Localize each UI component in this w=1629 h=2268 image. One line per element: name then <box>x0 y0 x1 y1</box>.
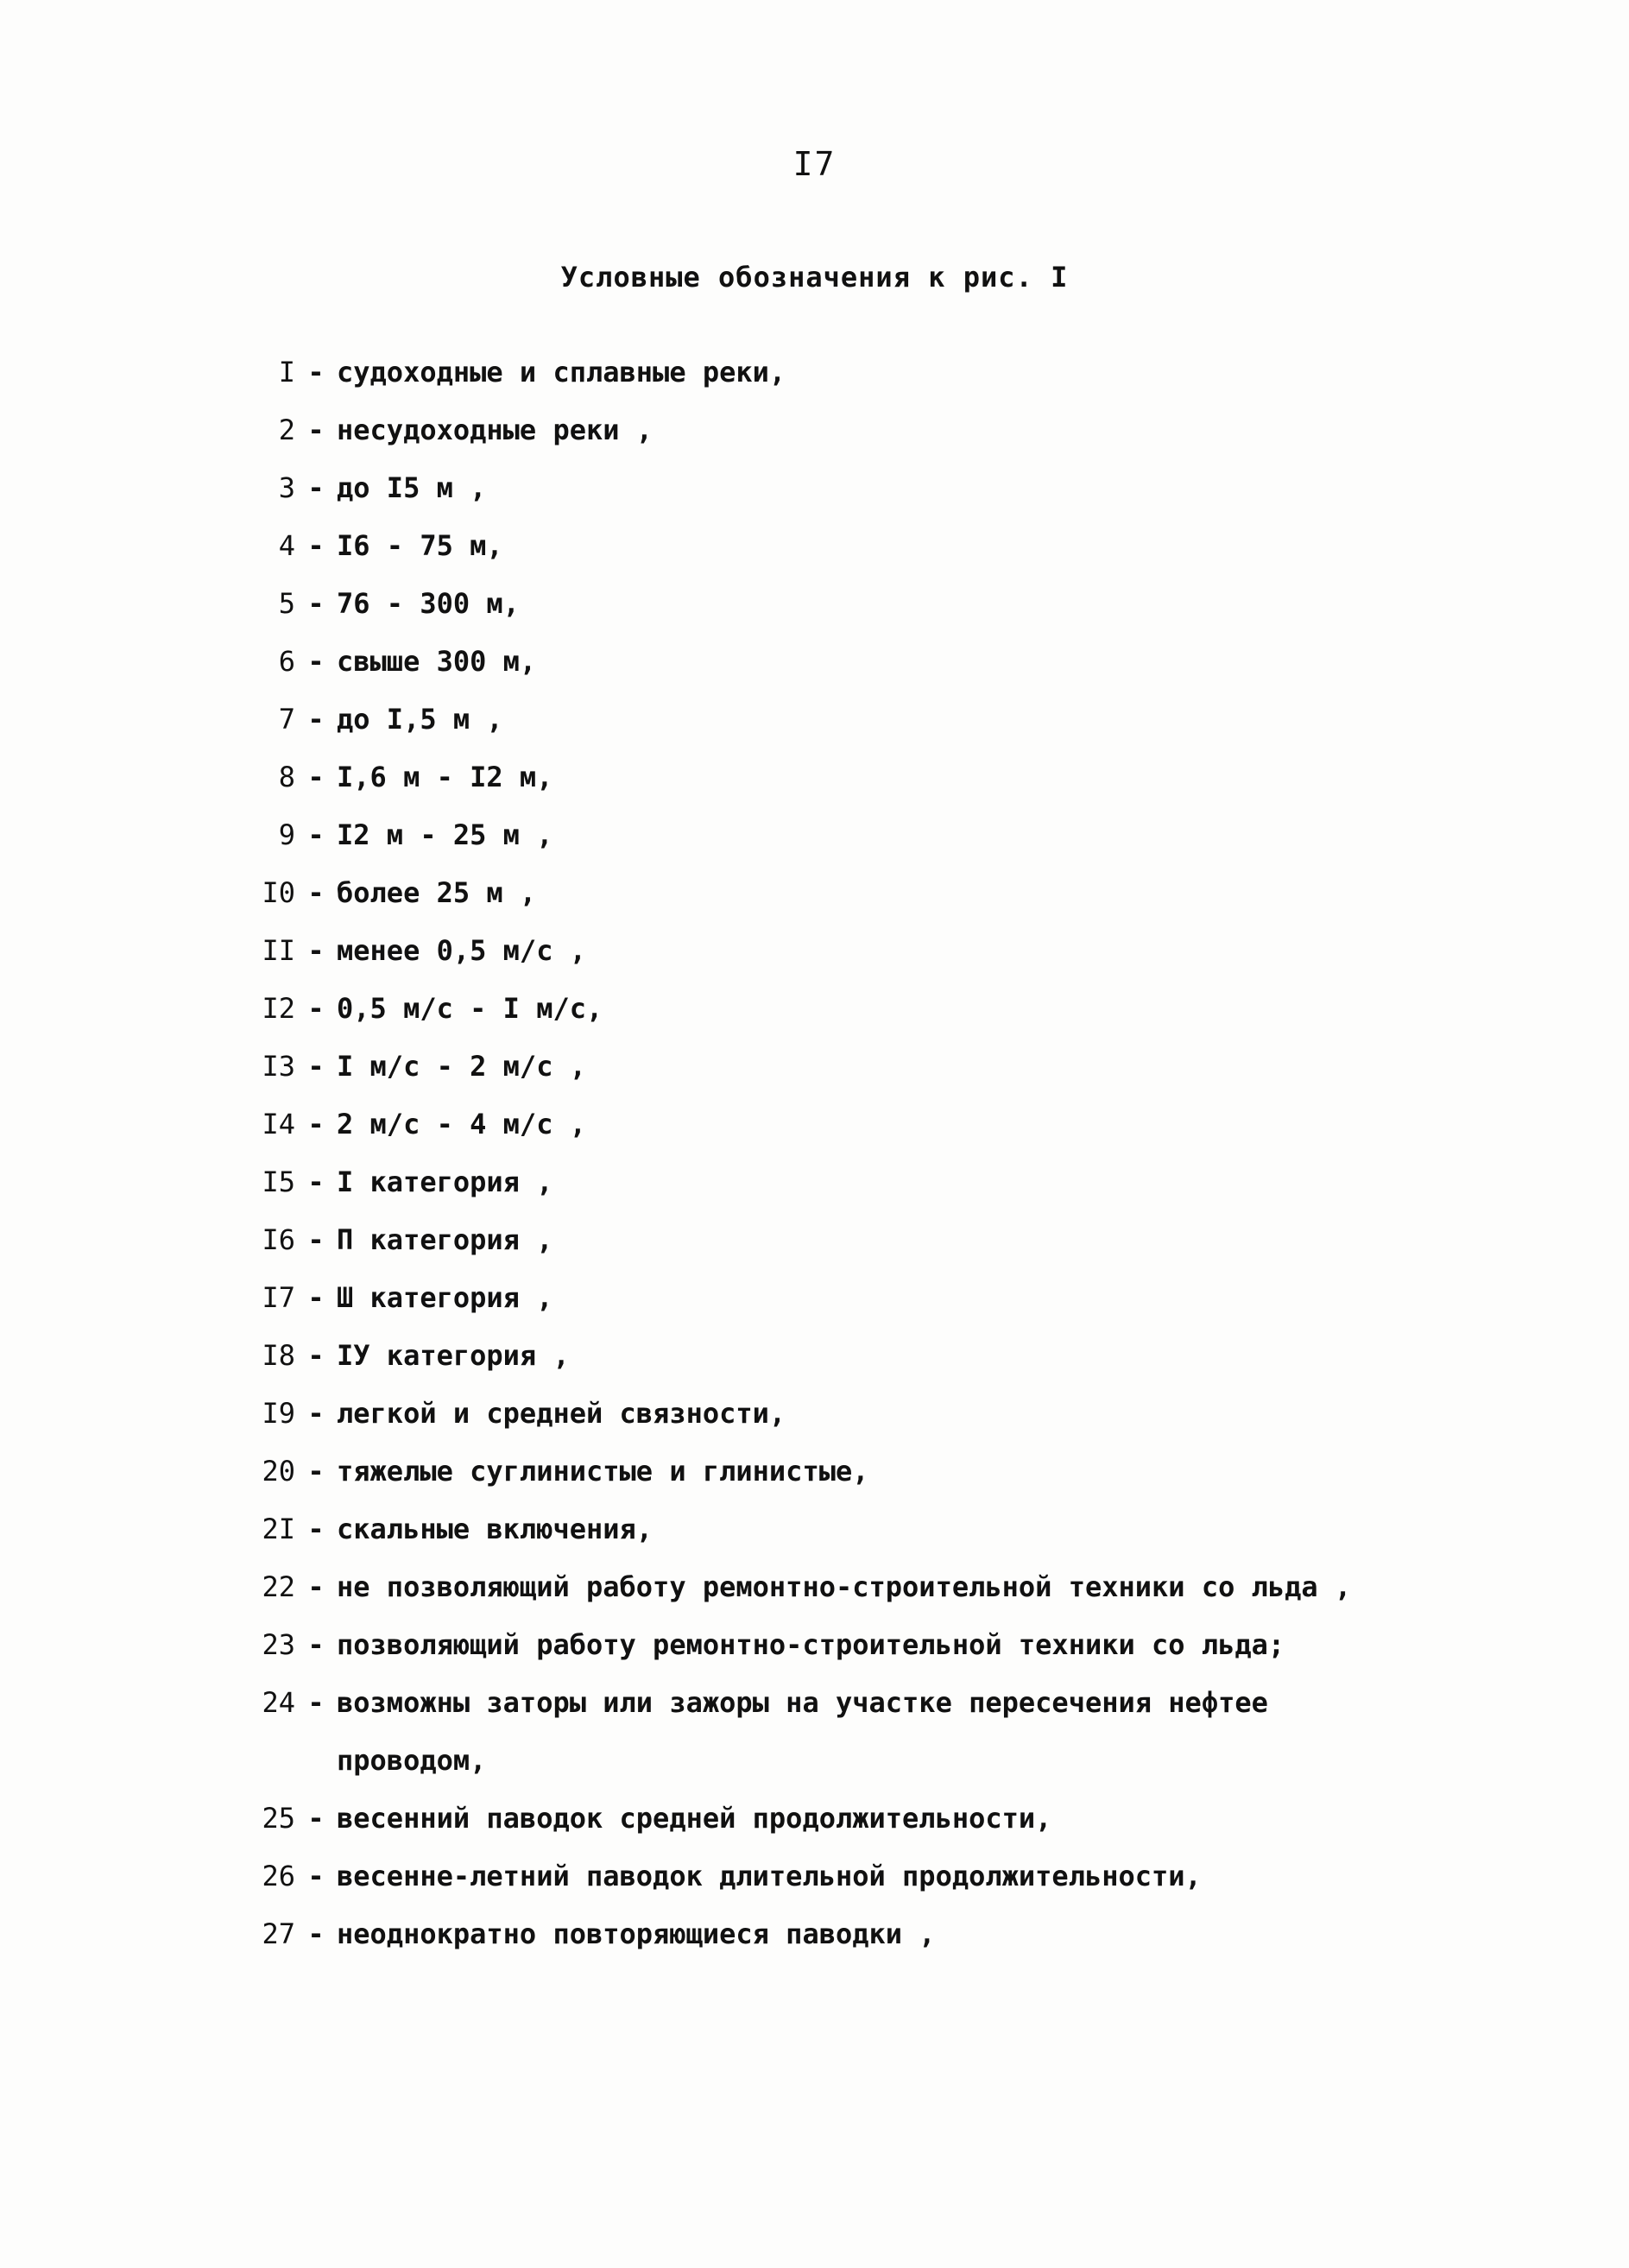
legend-item-text: неоднократно повторяющиеся паводки , <box>337 1917 936 1950</box>
legend-item-number: 26 <box>262 1860 295 1892</box>
legend-item-text: 76 - 300 м, <box>337 587 520 620</box>
legend-item-number: 27 <box>262 1917 295 1950</box>
legend-item-text: более 25 м , <box>337 876 537 909</box>
legend-item-number: 2 <box>278 414 295 446</box>
legend-item-text: возможны заторы или зажоры на участке пересечения нефтее проводом, <box>337 1686 1268 1777</box>
legend-item-separator: - <box>307 1050 325 1083</box>
legend-item-separator: - <box>307 1570 325 1603</box>
legend-item <box>199 1905 1407 1963</box>
legend-item <box>199 1038 1407 1096</box>
legend-item-text: весенне-летний паводок длительной продолжительности, <box>337 1860 1202 1892</box>
legend-item-number: 8 <box>278 761 295 793</box>
legend-item <box>199 1443 1407 1500</box>
legend-item-separator: - <box>307 471 325 504</box>
legend-item <box>199 922 1407 980</box>
legend-item-separator: - <box>307 1917 325 1950</box>
legend-item-separator: - <box>307 1397 325 1430</box>
legend-item <box>199 1269 1407 1327</box>
legend-item <box>199 980 1407 1038</box>
legend-item-text: менее 0,5 м/с , <box>337 934 586 967</box>
legend-item-text: весенний паводок средней продолжительности, <box>337 1802 1052 1835</box>
legend-item <box>199 691 1407 749</box>
legend-item-number: II <box>262 934 295 967</box>
legend-item-number: 5 <box>278 587 295 620</box>
legend-item-number: I9 <box>262 1397 295 1430</box>
legend-item-separator: - <box>307 529 325 562</box>
legend-item <box>199 1211 1407 1269</box>
legend-item-text: свыше 300 м, <box>337 645 537 678</box>
legend-item <box>199 1848 1407 1905</box>
legend-item <box>199 1674 1407 1790</box>
legend-item-number: I4 <box>262 1108 295 1140</box>
legend-item <box>199 459 1407 517</box>
legend-item-separator: - <box>307 414 325 446</box>
legend-item-text: тяжелые суглинистые и глинистые, <box>337 1455 869 1488</box>
legend-item-number: I7 <box>262 1281 295 1314</box>
legend-item-text: IУ категория , <box>337 1339 570 1372</box>
legend-item-text: до I,5 м , <box>337 703 503 736</box>
legend-item <box>199 1327 1407 1385</box>
legend-item-text: I категория , <box>337 1166 553 1198</box>
legend-item <box>199 1558 1407 1616</box>
legend-item-number: 4 <box>278 529 295 562</box>
legend-item-separator: - <box>307 1223 325 1256</box>
legend-item-separator: - <box>307 1628 325 1661</box>
legend-item-number: 7 <box>278 703 295 736</box>
legend-item-text: до I5 м , <box>337 471 487 504</box>
legend-item-text: Ш категория , <box>337 1281 553 1314</box>
legend-item-number: 3 <box>278 471 295 504</box>
legend-item-text: I6 - 75 м, <box>337 529 503 562</box>
legend-item-text: судоходные и сплавные реки, <box>337 356 786 389</box>
legend-item-number: 2I <box>262 1513 295 1545</box>
legend-item-separator: - <box>307 1281 325 1314</box>
legend-item <box>199 749 1407 806</box>
legend-item-number: I8 <box>262 1339 295 1372</box>
legend-item-number: 25 <box>262 1802 295 1835</box>
legend-list <box>199 344 1407 1963</box>
legend-item-separator: - <box>307 818 325 851</box>
legend-item-number: 6 <box>278 645 295 678</box>
legend-item-separator: - <box>307 1686 325 1719</box>
legend-item-number: 20 <box>262 1455 295 1488</box>
legend-item-separator: - <box>307 1455 325 1488</box>
legend-item-text: 2 м/с - 4 м/с , <box>337 1108 586 1140</box>
legend-item <box>199 1500 1407 1558</box>
legend-item-number: I0 <box>262 876 295 909</box>
legend-item-text: не позволяющий работу ремонтно-строительной техники со льда , <box>337 1570 1352 1603</box>
legend-item-separator: - <box>307 876 325 909</box>
legend-item-separator: - <box>307 587 325 620</box>
legend-item-number: I6 <box>262 1223 295 1256</box>
legend-item-text: позволяющий работу ремонтно-строительной техники со льда; <box>337 1628 1285 1661</box>
legend-item <box>199 517 1407 575</box>
legend-item-separator: - <box>307 703 325 736</box>
legend-item-text: I2 м - 25 м , <box>337 818 553 851</box>
legend-item-separator: - <box>307 934 325 967</box>
legend-item <box>199 1616 1407 1674</box>
legend-item-number: I3 <box>262 1050 295 1083</box>
legend-item-number: I2 <box>262 992 295 1025</box>
legend-item <box>199 1385 1407 1443</box>
legend-item <box>199 1790 1407 1848</box>
legend-item <box>199 633 1407 691</box>
legend-item-separator: - <box>307 992 325 1025</box>
legend-item <box>199 575 1407 633</box>
legend-item-number: 23 <box>262 1628 295 1661</box>
legend-item-number: 9 <box>278 818 295 851</box>
legend-item-text: I м/с - 2 м/с , <box>337 1050 586 1083</box>
legend-item-separator: - <box>307 1860 325 1892</box>
legend-item <box>199 1153 1407 1211</box>
legend-item-text: 0,5 м/с - I м/с, <box>337 992 603 1025</box>
legend-item-separator: - <box>307 356 325 389</box>
legend-item-separator: - <box>307 1166 325 1198</box>
legend-item-number: I <box>278 356 295 389</box>
legend-item <box>199 401 1407 459</box>
legend-item-text: скальные включения, <box>337 1513 653 1545</box>
legend-item-separator: - <box>307 1339 325 1372</box>
legend-item <box>199 344 1407 401</box>
legend-item-number: 22 <box>262 1570 295 1603</box>
legend-item <box>199 1096 1407 1153</box>
legend-item-separator: - <box>307 1513 325 1545</box>
legend-item-separator: - <box>307 645 325 678</box>
legend-item-separator: - <box>307 1108 325 1140</box>
legend-item-text: I,6 м - I2 м, <box>337 761 553 793</box>
legend-item-separator: - <box>307 761 325 793</box>
legend-item-number: 24 <box>262 1686 295 1719</box>
legend-item <box>199 806 1407 864</box>
legend-item-text: легкой и средней связности, <box>337 1397 786 1430</box>
legend-item <box>199 864 1407 922</box>
legend-item-text: П категория , <box>337 1223 553 1256</box>
legend-item-separator: - <box>307 1802 325 1835</box>
legend-item-number: I5 <box>262 1166 295 1198</box>
legend-item-text: несудоходные реки , <box>337 414 653 446</box>
page-number: I7 <box>792 145 837 183</box>
page-title: Условные обозначения к рис. I <box>560 261 1069 294</box>
